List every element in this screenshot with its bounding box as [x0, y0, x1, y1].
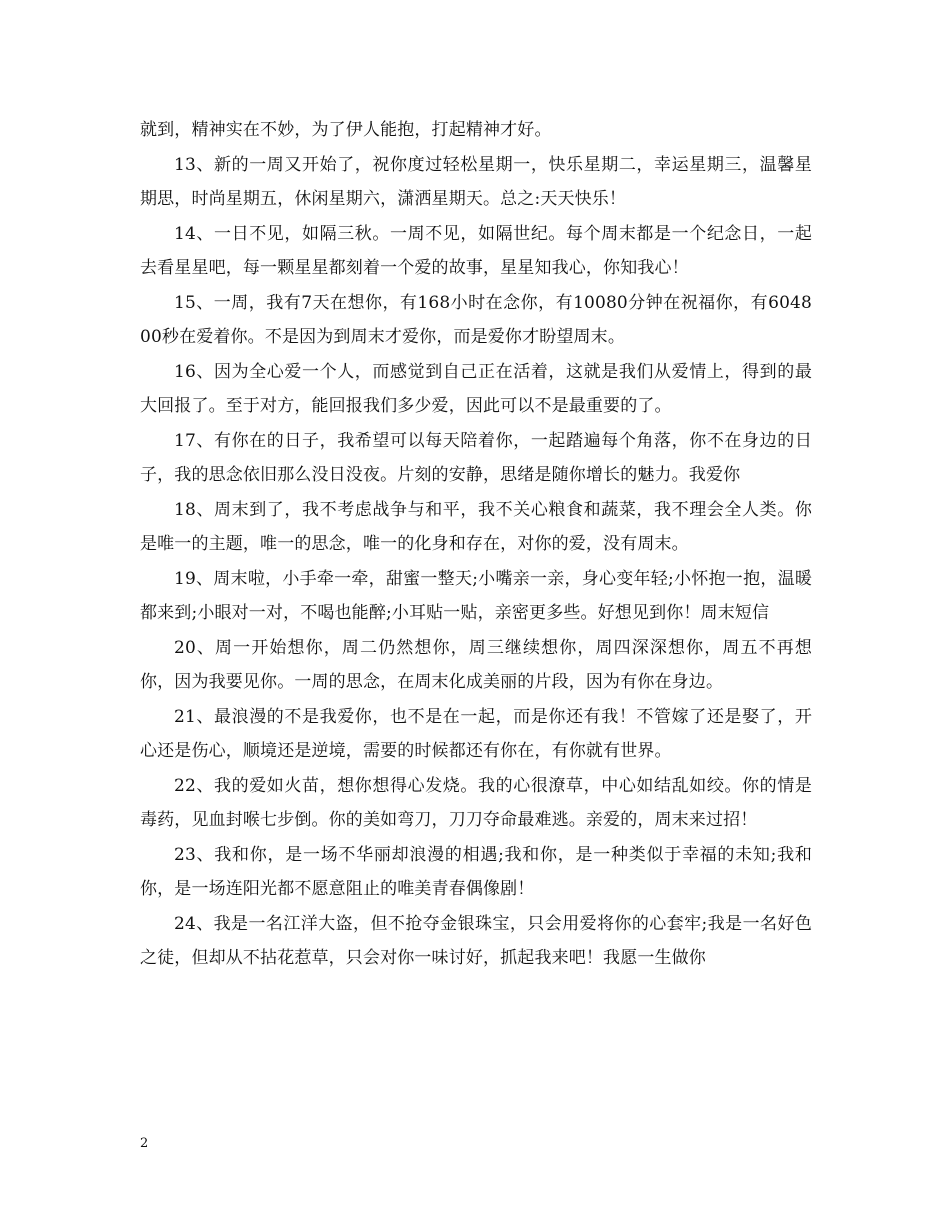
paragraph-13: 13、新的一周又开始了，祝你度过轻松星期一，快乐星期二，幸运星期三，温馨星期思，时尚星期五，休闲星期六，潇洒星期天。总之:天天快乐！	[140, 154, 812, 209]
paragraph-18: 18、周末到了，我不考虑战争与和平，我不关心粮食和蔬菜，我不理会全人类。你是唯一的主题，唯一的思念，唯一的化身和存在，对你的爱，没有周末。	[140, 499, 812, 554]
paragraph-continuation: 就到，精神实在不妙，为了伊人能抱，打起精神才好。	[140, 120, 552, 140]
paragraph-15: 15、一周，我有7天在想你，有168小时在念你，有10080分钟在祝福你，有604800秒在爱着你。不是因为到周末才爱你，而是爱你才盼望周末。	[140, 292, 812, 347]
paragraph-22: 22、我的爱如火苗，想你想得心发烧。我的心很潦草，中心如结乱如绞。你的情是毒药，见血封喉七步倒。你的美如弯刀，刀刀夺命最难逃。亲爱的，周末来过招！	[140, 775, 812, 830]
paragraph-23: 23、我和你，是一场不华丽却浪漫的相遇;我和你，是一种类似于幸福的未知;我和你，是一场连阳光都不愿意阻止的唯美青春偶像剧！	[140, 844, 812, 899]
paragraph-21: 21、最浪漫的不是我爱你，也不是在一起，而是你还有我！不管嫁了还是娶了，开心还是伤心，顺境还是逆境，需要的时候都还有你在，有你就有世界。	[140, 706, 812, 761]
paragraph-16: 16、因为全心爱一个人，而感觉到自己正在活着，这就是我们从爱情上，得到的最大回报了。至于对方，能回报我们多少爱，因此可以不是最重要的了。	[140, 361, 812, 416]
document-body	[140, 113, 812, 976]
paragraph-17: 17、有你在的日子，我希望可以每天陪着你，一起踏遍每个角落，你不在身边的日子，我的思念依旧那么没日没夜。片刻的安静，思绪是随你增长的魅力。我爱你	[140, 430, 812, 485]
page-number: 2	[140, 1136, 149, 1151]
paragraph-24: 24、我是一名江洋大盗，但不抢夺金银珠宝，只会用爱将你的心套牢;我是一名好色之徒，但却从不拈花惹草，只会对你一味讨好，抓起我来吧！我愿一生做你	[140, 913, 812, 968]
paragraph-14: 14、一日不见，如隔三秋。一周不见，如隔世纪。每个周末都是一个纪念日，一起去看星星吧，每一颗星星都刻着一个爱的故事，星星知我心，你知我心！	[140, 223, 812, 278]
paragraph-20: 20、周一开始想你，周二仍然想你，周三继续想你，周四深深想你，周五不再想你，因为我要见你。一周的思念，在周末化成美丽的片段，因为有你在身边。	[140, 637, 812, 692]
paragraph-19: 19、周末啦，小手牵一牵，甜蜜一整天;小嘴亲一亲，身心变年轻;小怀抱一抱，温暖都来到;小眼对一对，不喝也能醉;小耳贴一贴，亲密更多些。好想见到你！周末短信	[140, 568, 812, 623]
